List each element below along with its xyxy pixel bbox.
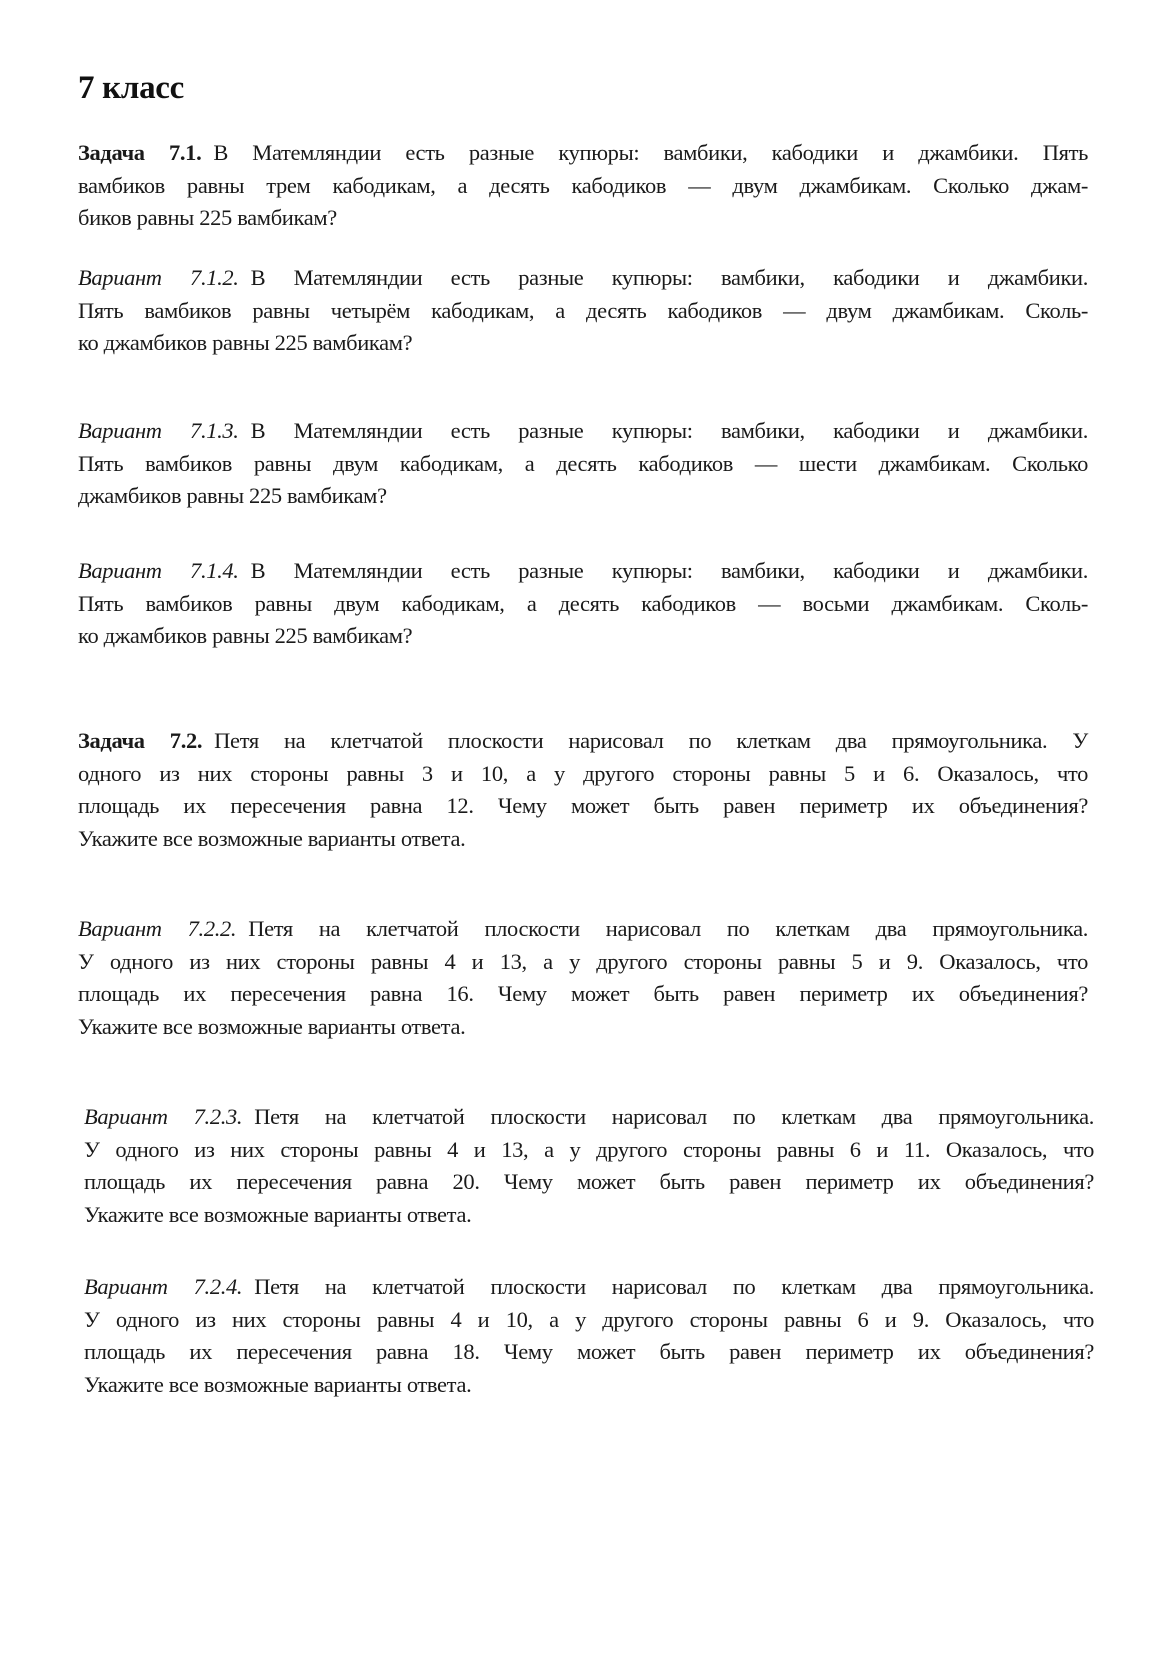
variant-text-line: площадь их пересечения равна 18. Чему может быть равен периметр их объединения? — [84, 1339, 1094, 1364]
variant-label: Вариант 7.2.2. — [78, 916, 237, 941]
page-title: 7 класс — [78, 70, 184, 106]
variant-text-line: ко джамбиков равны 225 вамбикам? — [78, 330, 413, 355]
variant-text-line: Укажите все возможные варианты ответа. — [84, 1371, 472, 1397]
variant-7-2-4 — [84, 1271, 1094, 1401]
variant-text-line: У одного из них стороны равны 4 и 13, а у другого стороны равны 5 и 9. Оказалось, что — [78, 948, 1088, 974]
variant-text-line: Петя на клетчатой плоскости нарисовал по клеткам два прямоугольника. — [254, 1274, 1094, 1299]
problem-7-2 — [78, 725, 1088, 855]
problem-text-line: одного из них стороны равны 3 и 10, а у другого стороны равны 5 и 6. Оказалось, что — [78, 760, 1088, 786]
problem-text-line: площадь их пересечения равна 12. Чему может быть равен периметр их объединения? — [78, 793, 1088, 818]
variant-text-line: У одного из них стороны равны 4 и 10, а у другого стороны равны 6 и 9. Оказалось, что — [84, 1306, 1094, 1332]
variant-text-line: ко джамбиков равны 225 вамбикам? — [78, 623, 413, 648]
variant-text-line: площадь их пересечения равна 20. Чему может быть равен периметр их объединения? — [84, 1169, 1094, 1194]
variant-label: Вариант 7.2.4. — [84, 1274, 243, 1299]
variant-text-line: площадь их пересечения равна 16. Чему может быть равен периметр их объединения? — [78, 981, 1088, 1006]
variant-7-1-3 — [78, 415, 1088, 513]
variant-7-1-2 — [78, 262, 1088, 360]
variant-text-line: В Матемляндии есть разные купюры: вамбики, кабодики и джамбики. — [250, 418, 1088, 443]
problem-text-line: Укажите все возможные варианты ответа. — [78, 825, 466, 851]
variant-7-1-4 — [78, 555, 1088, 653]
problem-7-1 — [78, 137, 1088, 235]
variant-7-2-2 — [78, 913, 1088, 1043]
variant-text-line: У одного из них стороны равны 4 и 13, а у другого стороны равны 6 и 11. Оказалось, что — [84, 1136, 1094, 1162]
variant-text-line: Петя на клетчатой плоскости нарисовал по клеткам два прямоугольника. — [248, 916, 1088, 941]
problem-label: Задача 7.1. — [78, 140, 202, 165]
variant-label: Вариант 7.1.3. — [78, 418, 239, 443]
variant-text-line: В Матемляндии есть разные купюры: вамбики, кабодики и джамбики. — [250, 265, 1088, 290]
problem-text-line: В Матемляндии есть разные купюры: вамбики, кабодики и джамбики. Пять — [213, 140, 1088, 165]
variant-text-line: джамбиков равны 225 вамбикам? — [78, 483, 387, 508]
variant-text-line: Укажите все возможные варианты ответа. — [78, 1013, 466, 1039]
variant-text-line: Петя на клетчатой плоскости нарисовал по клеткам два прямоугольника. — [254, 1104, 1094, 1129]
variant-label: Вариант 7.1.2. — [78, 265, 239, 290]
variant-text-line: Пять вамбиков равны двум кабодикам, а десять кабодиков — шести джамбикам. Сколько — [78, 450, 1088, 476]
problem-text-line: Петя на клетчатой плоскости нарисовал по клеткам два прямоугольника. У — [214, 728, 1088, 753]
variant-text-line: Пять вамбиков равны двум кабодикам, а десять кабодиков — восьми джамбикам. Сколь- — [78, 590, 1088, 616]
variant-7-2-3 — [84, 1101, 1094, 1231]
problem-text-line: вамбиков равны трем кабодикам, а десять кабодиков — двум джамбикам. Сколько джам- — [78, 172, 1088, 198]
variant-label: Вариант 7.2.3. — [84, 1104, 243, 1129]
problem-label: Задача 7.2. — [78, 728, 203, 753]
variant-text-line: Пять вамбиков равны четырём кабодикам, а десять кабодиков — двум джамбикам. Сколь- — [78, 297, 1088, 323]
variant-label: Вариант 7.1.4. — [78, 558, 239, 583]
variant-text-line: Укажите все возможные варианты ответа. — [84, 1201, 472, 1227]
variant-text-line: В Матемляндии есть разные купюры: вамбики, кабодики и джамбики. — [250, 558, 1088, 583]
problem-text-line: биков равны 225 вамбикам? — [78, 205, 337, 230]
